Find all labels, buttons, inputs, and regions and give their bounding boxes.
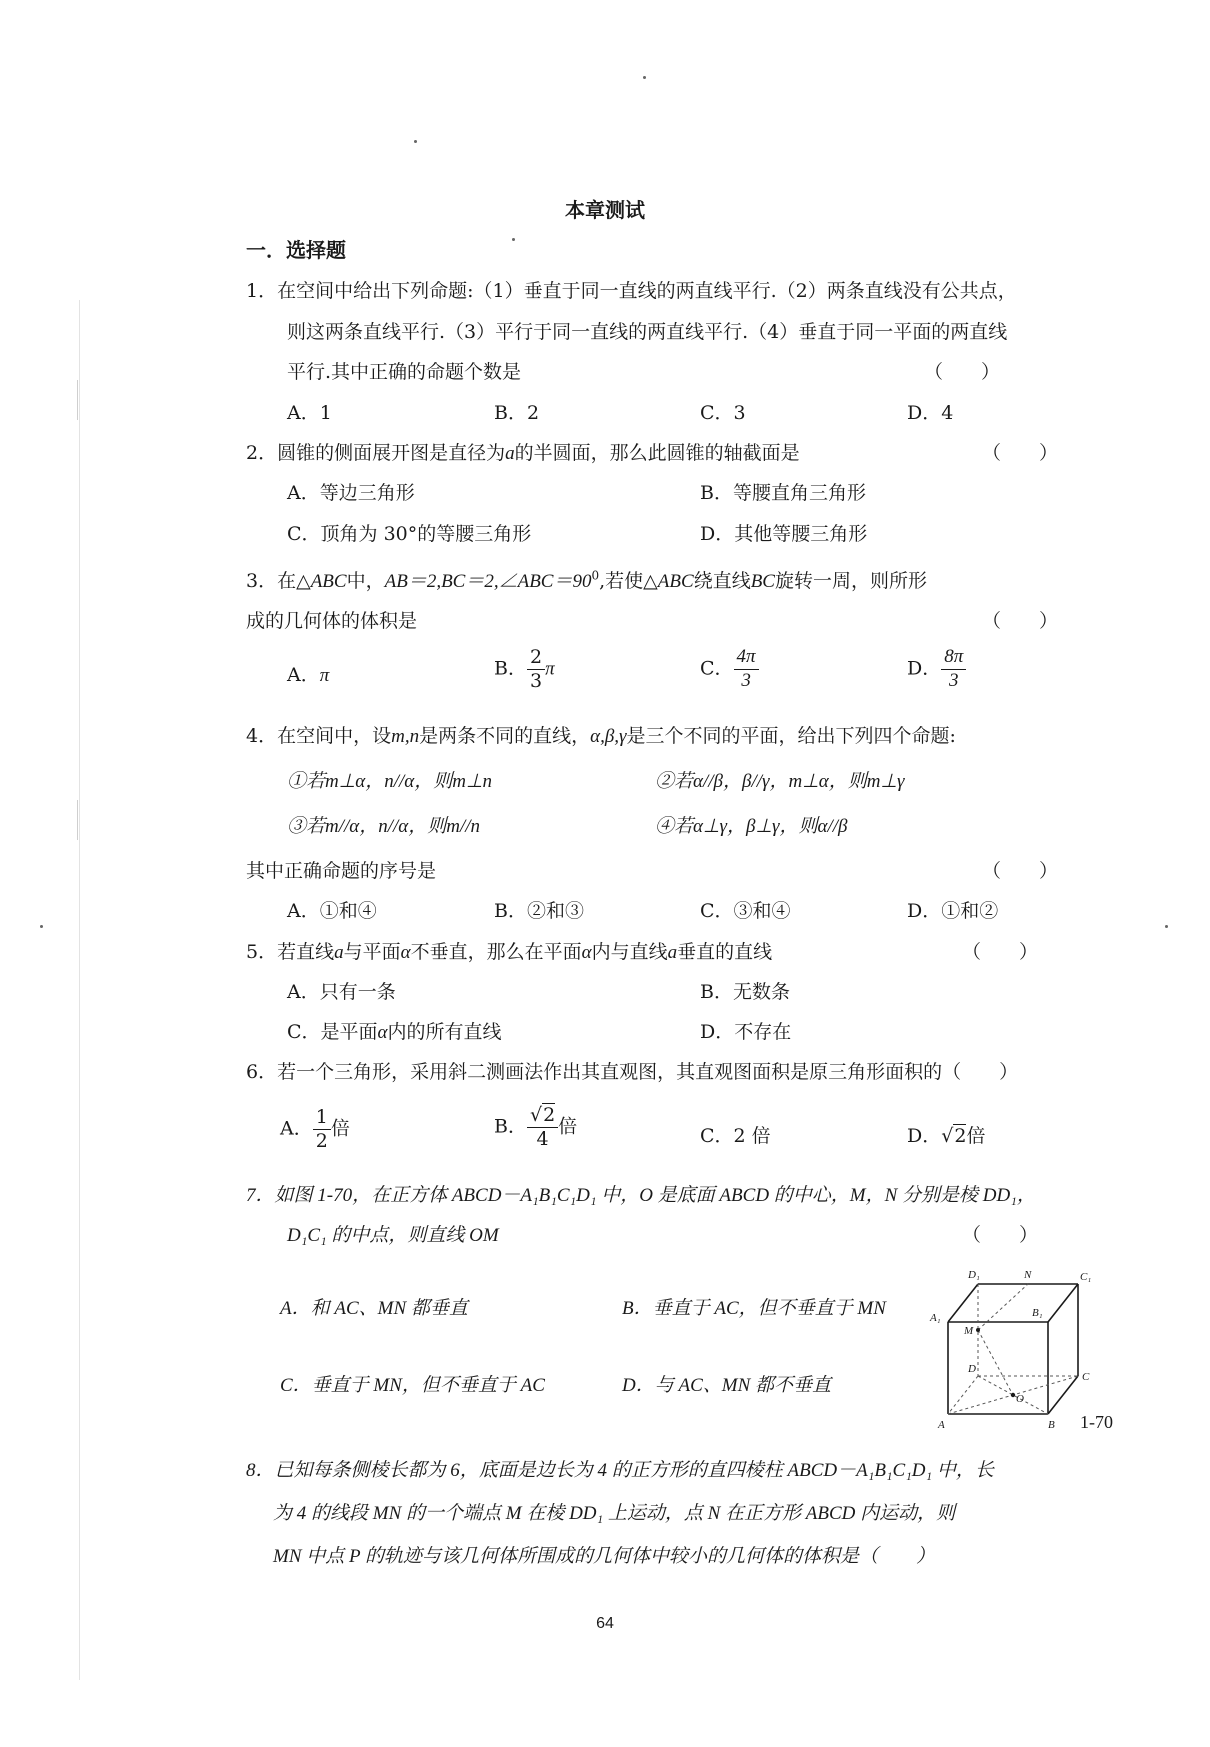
q3-option-c: C． $\frac{4\pi}{3}$	[700, 646, 759, 693]
q1-option-d: D．4	[907, 402, 954, 424]
q2-option-a: A．等边三角形	[287, 482, 415, 504]
label-a1: A₁	[930, 1312, 941, 1324]
q4-question: 其中正确命题的序号是	[246, 860, 437, 882]
label-d: D	[968, 1363, 976, 1375]
q2-answer-blank: （ ）	[982, 442, 1059, 464]
point-o	[1011, 1393, 1015, 1397]
q3-answer-blank: （ ）	[982, 610, 1059, 632]
q7-option-b: B．垂直于 AC，但不垂直于 MN	[622, 1298, 886, 1319]
q1-option-b: B．2	[494, 402, 540, 424]
q3-option-d: D． $\frac{8\pi}{3}$	[907, 646, 966, 693]
q5-option-b: B．无数条	[700, 981, 790, 1003]
q3-option-a: A．π	[287, 664, 330, 686]
scan-margin-mark	[77, 800, 78, 840]
q6-option-a: A． $\frac{1}{2}$ 倍	[280, 1106, 350, 1152]
q4-statement-4: ④若α⊥γ，β⊥γ，则α//β	[655, 816, 848, 837]
q4-option-d: D．①和②	[907, 900, 999, 922]
q1-line-3: 平行.其中正确的命题个数是	[287, 361, 522, 383]
q8-stem-line-1: 8．已知每条侧棱长都为 6，底面是边长为 4 的正方形的直四棱柱 ABCD－A₁B₁C₁D₁ 中，长	[246, 1460, 994, 1481]
q6-option-b: B． $\frac{√2}{4}$ 倍	[494, 1104, 578, 1150]
scan-margin-line	[79, 300, 80, 1680]
label-a: A	[938, 1419, 945, 1431]
section-heading: 一．选择题	[246, 238, 346, 262]
q4-statement-2: ②若α//β，β//γ，m⊥α，则m⊥γ	[655, 771, 905, 792]
hidden-edge-d-a	[948, 1376, 978, 1414]
q7-option-a: A．和 AC、MN 都垂直	[280, 1298, 468, 1319]
label-n: N	[1024, 1269, 1032, 1281]
q1-answer-blank: （ ）	[924, 361, 1001, 383]
scan-margin-mark	[77, 380, 78, 420]
q4-statement-1: ①若m⊥α，n//α，则m⊥n	[287, 771, 493, 792]
q5-option-c: C．是平面α内的所有直线	[287, 1021, 502, 1043]
q6-option-c: C．2 倍	[700, 1125, 771, 1147]
q3-stem-line-1: 3．在△ABC中，$AB=2,BC=2,\angle ABC=90^0$,若使△ABC绕直线BC旋转一周，则所形	[246, 568, 927, 592]
label-b1: B₁	[1032, 1307, 1043, 1319]
q4-option-c: C．③和④	[700, 900, 791, 922]
edge-c-b	[1048, 1376, 1078, 1414]
scan-speck	[40, 925, 43, 928]
label-m: M	[964, 1325, 974, 1337]
figure-caption: 1-70	[1080, 1412, 1113, 1432]
label-b: B	[1048, 1419, 1055, 1431]
q1-line-2: 则这两条直线平行.（3）平行于同一直线的两直线平行.（4）垂直于同一平面的两直线	[287, 321, 1008, 343]
q5-option-a: A．只有一条	[287, 981, 396, 1003]
q4-statement-3: ③若m//α，n//α，则m//n	[287, 816, 481, 837]
q2-option-d: D．其他等腰三角形	[700, 523, 868, 545]
q7-option-c: C．垂直于 MN，但不垂直于 AC	[280, 1375, 545, 1396]
scan-speck	[414, 140, 417, 143]
q6-option-d: D．√2倍	[907, 1125, 986, 1147]
q4-option-a: A．①和④	[287, 900, 377, 922]
q7-stem-line-1: 7．如图 1-70，在正方体 ABCD－A₁B₁C₁D₁ 中，O 是底面 ABCD 的中心，M，N 分别是棱 DD₁，	[246, 1185, 1036, 1206]
figure-cube	[928, 1266, 1128, 1436]
edge-a1-d1	[948, 1284, 978, 1322]
q7-answer-blank: （ ）	[962, 1224, 1039, 1246]
q2-stem: 2．圆锥的侧面展开图是直径为a的半圆面，那么此圆锥的轴截面是	[246, 442, 800, 464]
q1-option-c: C．3	[700, 402, 746, 424]
scan-speck	[512, 238, 515, 241]
page-number: 64	[596, 1615, 614, 1632]
q3-stem-line-2: 成的几何体的体积是	[246, 610, 418, 632]
q1-option-a: A．1	[287, 402, 332, 424]
scan-speck	[1165, 925, 1168, 928]
scan-speck	[643, 76, 646, 79]
q4-answer-blank: （ ）	[982, 860, 1059, 882]
q8-stem-line-3: MN 中点 P 的轨迹与该几何体所围成的几何体中较小的几何体的体积是（ ）	[273, 1546, 936, 1567]
q5-option-d: D．不存在	[700, 1021, 792, 1043]
q3-option-b: B． $\frac{2}{3}$ π	[494, 646, 555, 692]
q4-stem: 4．在空间中，设m,n是两条不同的直线，α,β,γ是三个不同的平面，给出下列四个命题:	[246, 725, 956, 747]
q7-stem-line-2: D₁C₁ 的中点，则直线 OM	[287, 1225, 499, 1246]
q5-stem: 5．若直线a与平面α不垂直，那么在平面α内与直线a垂直的直线	[246, 941, 773, 963]
q2-option-c: C．顶角为 30°的等腰三角形	[287, 523, 532, 545]
q4-option-b: B．②和③	[494, 900, 584, 922]
q5-answer-blank: （ ）	[962, 941, 1039, 963]
label-d1: D₁	[968, 1269, 980, 1281]
label-c: C	[1082, 1371, 1090, 1383]
q2-option-b: B．等腰直角三角形	[700, 482, 866, 504]
page-title: 本章测试	[565, 198, 645, 222]
hidden-line-m-n	[978, 1284, 1028, 1330]
q8-stem-line-2: 为 4 的线段 MN 的一个端点 M 在棱 DD₁ 上运动，点 N 在正方形 ABCD 内运动，则	[273, 1503, 956, 1524]
point-m	[976, 1328, 980, 1332]
q1-line-1: 1．在空间中给出下列命题:（1）垂直于同一直线的两直线平行.（2）两条直线没有公共点，	[246, 280, 1017, 302]
label-o: O	[1016, 1393, 1024, 1405]
edge-c1-b1	[1048, 1284, 1078, 1322]
q7-option-d: D．与 AC、MN 都不垂直	[622, 1375, 832, 1396]
q6-stem: 6．若一个三角形，采用斜二测画法作出其直观图，其直观图面积是原三角形面积的（ ）	[246, 1061, 1019, 1083]
label-c1: C₁	[1080, 1271, 1092, 1283]
